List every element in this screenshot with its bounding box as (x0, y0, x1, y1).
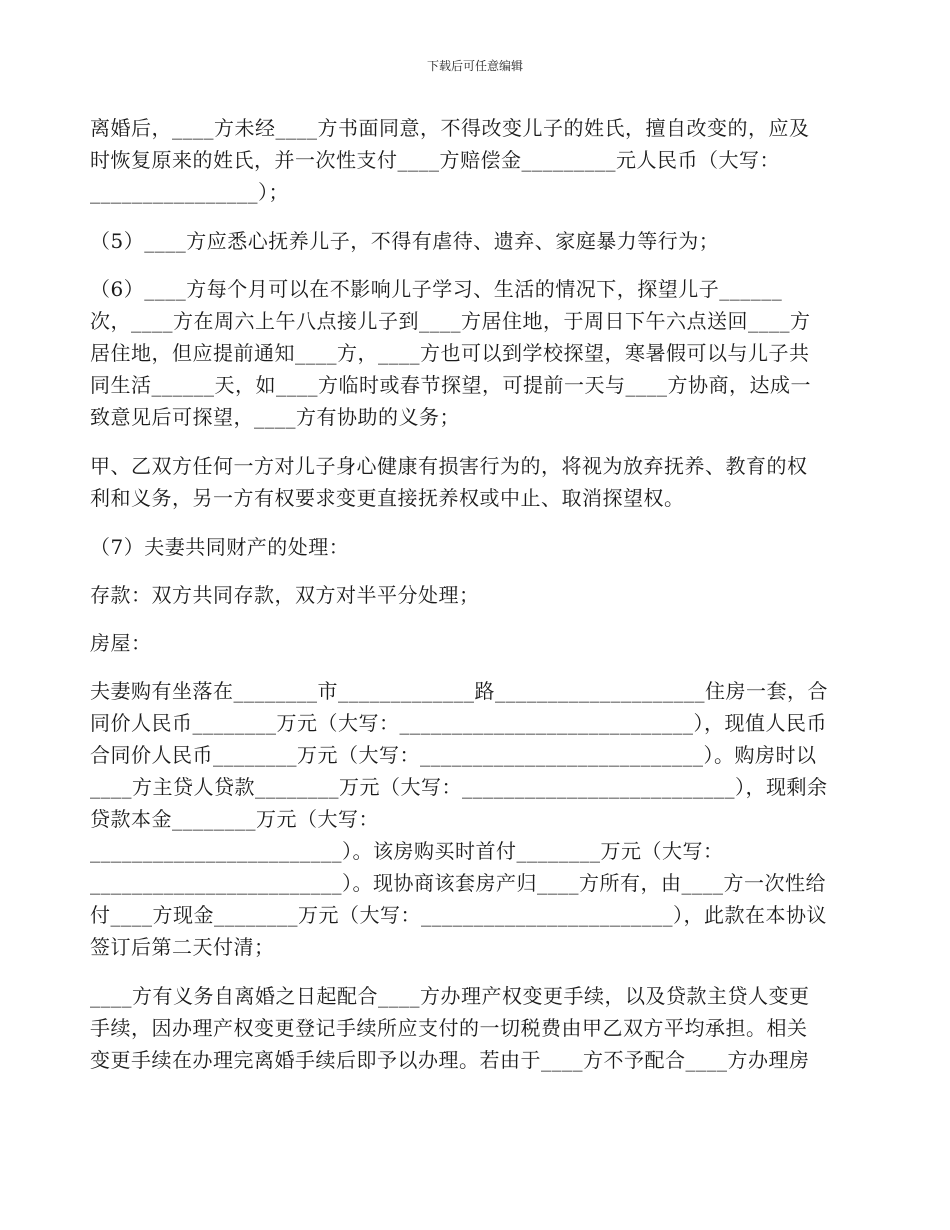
text-line: ____方有义务自离婚之日起配合____方办理产权变更手续，以及贷款主贷人变更 (90, 984, 810, 1008)
text-line: 次，____方在周六上午八点接儿子到____方居住地，于周日下午六点送回____方 (90, 309, 811, 333)
text-line: 存款：双方共同存款，双方对半平分处理； (90, 583, 480, 607)
paragraph-deposits (90, 579, 865, 611)
text-line: （6）____方每个月可以在不影响儿子学习、生活的情况下，探望儿子______ (90, 277, 783, 301)
text-line: （5）____方应悉心抚养儿子，不得有虐待、遗弃、家庭暴力等行为； (90, 229, 720, 253)
text-line: 甲、乙双方任何一方对儿子身心健康有损害行为的，将视为放弃抚养、教育的权 (90, 454, 808, 478)
text-line: ________________）； (90, 180, 289, 204)
text-line: ________________________）。现协商该套房产归____方所有，由____方一次性给 (90, 871, 826, 895)
text-line: 付____方现金________万元（大写：________________________），此款在本协议 (90, 903, 827, 927)
paragraph-transfer (90, 980, 865, 1076)
text-line: ________________________）。该房购买时首付________万元（大写： (90, 839, 724, 863)
text-line: 变更手续在办理完离婚手续后即予以办理。若由于____方不予配合____方办理房 (90, 1048, 810, 1072)
text-line: ____方主贷人贷款________万元（大写：__________________________），现剩余 (90, 775, 828, 799)
text-line: 合同价人民币________万元（大写：___________________________）。购房时以 (90, 743, 817, 767)
text-line: （7）夫妻共同财产的处理： (90, 535, 350, 559)
text-line: 时恢复原来的姓氏，并一次性支付____方赔偿金_________元人民币（大写： (90, 148, 780, 172)
text-line: 同生活______天，如____方临时或春节探望，可提前一天与____方协商，达成一 (90, 373, 811, 397)
paragraph-harm (90, 450, 865, 514)
text-line: 贷款本金________万元（大写： (90, 807, 379, 831)
text-line: 致意见后可探望，____方有协助的义务； (90, 405, 460, 429)
page-header: 下载后可任意编辑 (426, 59, 523, 73)
text-line: 手续，因办理产权变更登记手续所应支付的一切税费由甲乙双方平均承担。相关 (90, 1016, 808, 1040)
text-line: 房屋： (90, 631, 152, 655)
text-line: 利和义务，另一方有权要求变更直接抚养权或中止、取消探望权。 (90, 486, 685, 510)
text-line: 居住地，但应提前通知____方，____方也可以到学校探望，寒暑假可以与儿子共 (90, 341, 810, 365)
text-line: 离婚后，____方未经____方书面同意，不得改变儿子的姓氏，擅自改变的，应及 (90, 116, 810, 140)
paragraph-surname (90, 112, 865, 208)
paragraph-item-6 (90, 273, 865, 433)
document-body (90, 112, 865, 1093)
paragraph-housing-heading (90, 627, 865, 659)
paragraph-item-7 (90, 531, 865, 563)
text-line: 同价人民币________万元（大写：____________________________），现值人民币 (90, 711, 827, 735)
paragraph-item-5 (90, 225, 865, 257)
text-line: 夫妻购有坐落在________市_____________路____________________住房一套，合 (90, 679, 828, 703)
text-line: 签订后第二天付清； (90, 935, 275, 959)
paragraph-house-details (90, 675, 865, 963)
